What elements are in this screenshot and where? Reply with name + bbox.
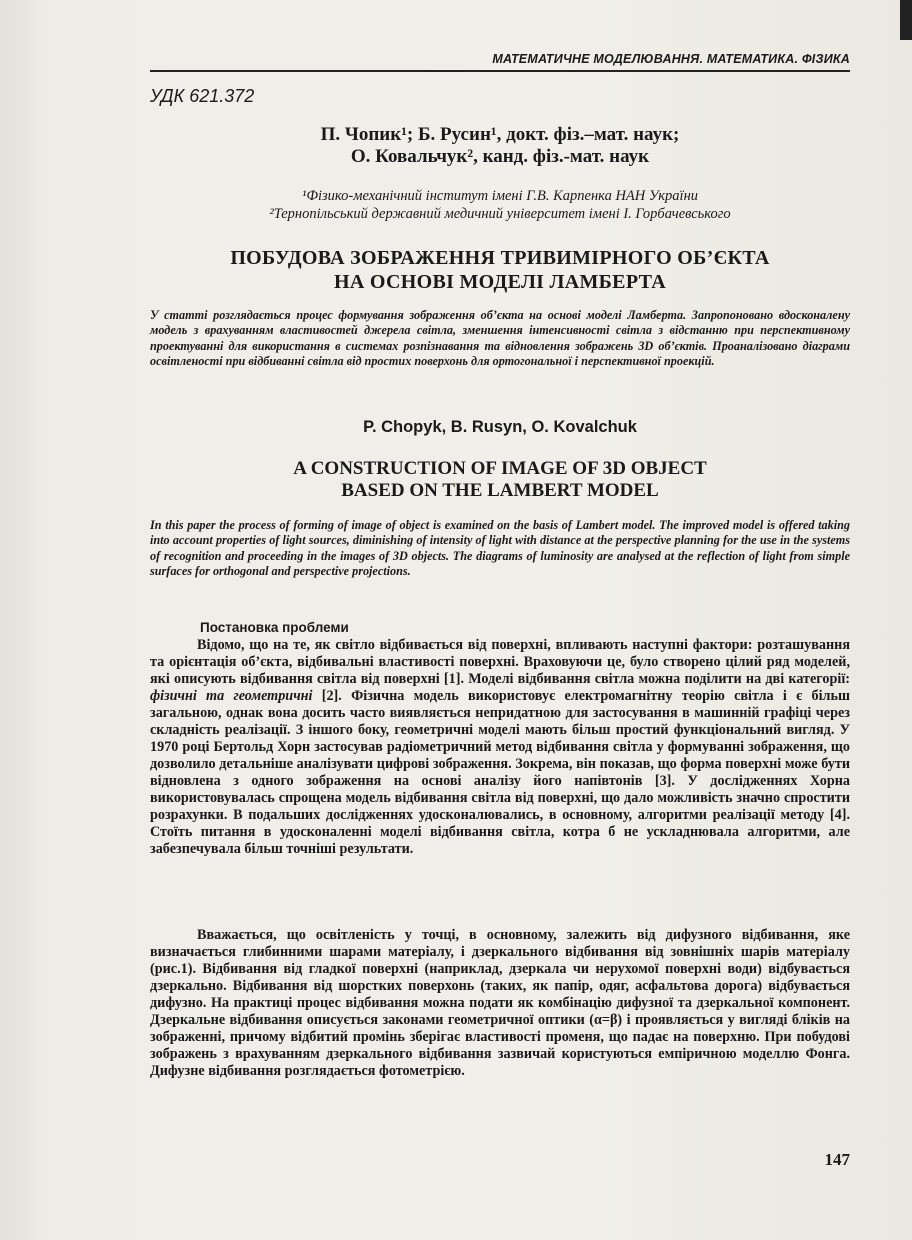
title-ua-line2: НА ОСНОВІ МОДЕЛІ ЛАМБЕРТА bbox=[334, 271, 666, 293]
paragraph2-text: Вважається, що освітленість у точці, в основному, залежить від дифузного відбивання, яке визначається глибинними шарами матеріалу, і дзеркального відбивання від зовнішніх шарів матеріалу (рис.1). Відбивання від гладкої поверхні (наприклад, дзеркала чи нерухомої поверхні води) відбувається дзеркально. Відбивання від шорстких поверхонь (таких, як папір, одяг, асфальтова дорога) відбувається дифузно. На практиці процес відбивання можна подати як комбінацію дифузної та дзеркальної компонент. Дзеркальне відбивання описується законами геометричної оптики (α=β) і проявляється у вигляді бліків на зображенні, причому відбитий промінь зберігає властивості променя, що падає на поверхню. При побудові зображень з врахуванням дзеркального відбивання зазвичай користуються емпіричною моделлю Фонга. Дифузне відбивання розглядається фотометрією. bbox=[150, 927, 850, 1079]
title-en-line1: A CONSTRUCTION OF IMAGE OF 3D OBJECT bbox=[293, 458, 707, 479]
paragraph1-part2: [2]. Фізична модель використовує електромагнітну теорію світла і є більш загальною, однак вона досить часто виявляється непридатною для застосування в машинній графіці через складність реалізації. З іншого боку, геометричні моделі мають більш простий функціональний вигляд. У 1970 році Бертольд Хорн застосував радіометричний метод відбивання світла у формуванні зображення, що дозволило детальніше аналізувати цифрові зображення. Зокрема, він показав, що форма поверхні може бути відновлена з одного зображення на основі аналізу його напівтонів [3]. У дослідженнях Хорна використовувалась спрощена модель відбивання світла від поверхні, що дало можливість значно спростити розрахунки. В подальших дослідженнях удосконалювались, в основному, алгоритми реалізації методу [4]. Стоїть питання в удосконаленні моделі відбивання світла, котра б не ускладнювала алгоритми, але забезпечувала більш точніші результати. bbox=[150, 688, 850, 857]
authors-ua bbox=[150, 124, 850, 168]
paragraph1-part1: Відомо, що на те, як світло відбивається від поверхні, впливають наступні фактори: розташування та орієнтація об’єкта, відбивальні властивості поверхні. Враховуючи це, було створено цілий ряд моделей, які описують відбивання світла від поверхні [1]. Моделі відбивання світла можна поділити на дві категорії: bbox=[150, 637, 850, 687]
abstract-en: In this paper the process of forming of image of object is examined on the basis of Lambert model. The improved model is offered taking into account properties of light sources, diminishing of intensity of light with distance at the perspective planning for the use in the systems of recognition and proceeding in the images of 3D objects. The diagrams of luminosity are analysed at the reflection of light from simple surfaces for orthogonal and perspective projections. bbox=[150, 518, 850, 579]
header-rule bbox=[150, 70, 850, 72]
body-paragraph-2 bbox=[150, 927, 850, 1080]
running-header: МАТЕМАТИЧНЕ МОДЕЛЮВАННЯ. МАТЕМАТИКА. ФІЗИКА bbox=[492, 52, 850, 66]
udk-code: УДК 621.372 bbox=[150, 86, 255, 106]
authors-ua-line1: П. Чопик¹; Б. Русин¹, докт. фіз.–мат. наук; bbox=[320, 124, 680, 145]
affiliation-1: ¹Фізико-механічний інститут імені Г.В. Карпенка НАН України bbox=[301, 188, 699, 204]
affiliations bbox=[150, 187, 850, 223]
section-heading: Постановка проблеми bbox=[200, 620, 349, 635]
paragraph1-emphasis: фізичні та геометричні bbox=[150, 688, 313, 704]
page-number: 147 bbox=[824, 1150, 850, 1169]
title-ua-line1: ПОБУДОВА ЗОБРАЖЕННЯ ТРИВИМІРНОГО ОБ’ЄКТА bbox=[230, 247, 770, 269]
authors-ua-line2: О. Ковальчук², канд. фіз.-мат. наук bbox=[350, 146, 650, 167]
affiliation-2: ²Тернопільський державний медичний університет імені І. Горбачевського bbox=[269, 206, 731, 222]
abstract-ua: У статті розглядається процес формування зображення об’єкта на основі моделі Ламберта. Запропоновано вдосконалену модель з врахуванням властивостей джерела світла, зменшення інтенсивності світла з відстанню при перспективному проектуванні для використання в системах розпізнавання та відновлення зображень 3D об’єктів. Проаналізовано діаграми освітленості при відбиванні світла від простих поверхонь для ортогональної і перспективної проекцій. bbox=[150, 308, 850, 369]
title-en bbox=[150, 458, 850, 502]
authors-en: P. Chopyk, B. Rusyn, O. Kovalchuk bbox=[363, 418, 637, 436]
title-en-line2: BASED ON THE LAMBERT MODEL bbox=[341, 480, 659, 501]
body-paragraph-1 bbox=[150, 637, 850, 858]
title-ua bbox=[150, 246, 850, 294]
page-edge-shadow bbox=[900, 0, 912, 40]
